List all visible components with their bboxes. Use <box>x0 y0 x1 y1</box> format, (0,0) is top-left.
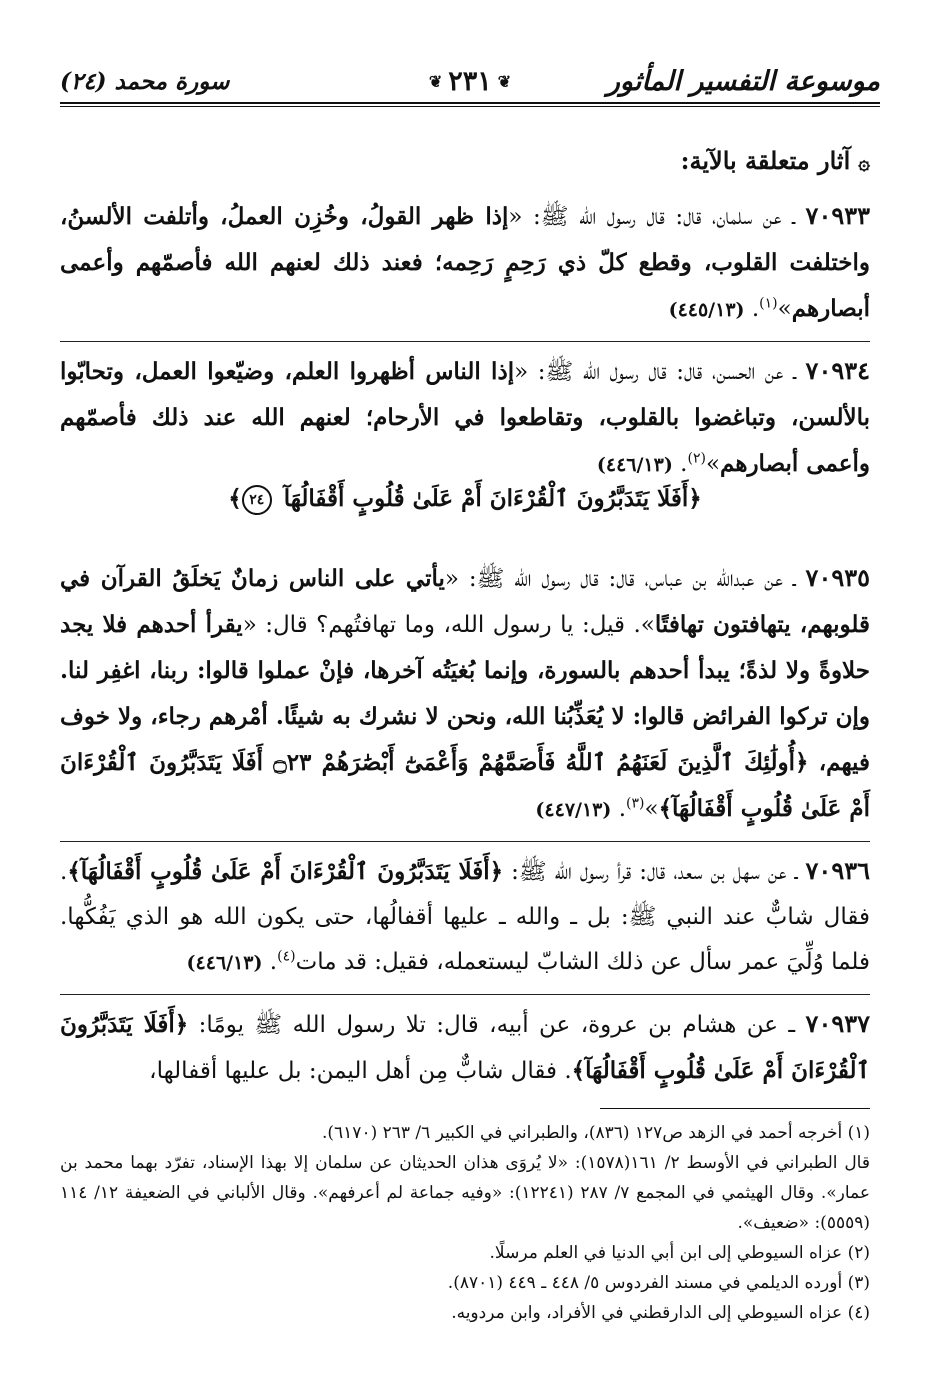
footnote: قال الطبراني في الأوسط ٢/ ١٦١(١٥٧٨): «لا يُروَى هذان الحديثان عن سلمان إلا بهذا الإسناد، تفرّد بهما محمد بن عمار». وقال الهيثمي في المجمع ٧/ ٢٨٧ (١٢٢٤١): «وفيه جماعة لم أعرفهم». وقال الألباني في الضعيفة ١٢/ ١١٤ (٥٥٥٩): «ضعيف». <box>60 1153 870 1233</box>
entry-intro: ـ عن الحسن، قال: قال رسول الله ﷺ: « <box>514 359 806 385</box>
entry-number: ٧٠٩٣٣ <box>805 201 870 230</box>
ayah-text: ﴿أَفَلَا يَتَدَبَّرُونَ ٱلْقُرْءَانَ أَمْ عَلَىٰ قُلُوبٍ أَقْفَالُهَآ <box>283 485 702 512</box>
entry-intro: ـ عن سهل بن سعد، قال: قرأ رسول الله ﷺ: <box>503 859 806 885</box>
ayah-number-marker: ٢٤ <box>242 485 272 515</box>
footnote-marker: (١) <box>759 295 778 312</box>
athar-entry <box>60 994 870 1094</box>
book-title: موسوعة التفسير المأثور <box>606 66 880 97</box>
entry-reference: (٤٤٦/١٣) <box>596 454 673 476</box>
section-heading <box>60 138 870 185</box>
star-ornament-icon: ۞ <box>858 150 870 174</box>
entry-hadith: إذا ظهر القولُ، وخُزِن العملُ، وأتلفت الألسنُ، واختلفت القلوب، وقطع كلّ ذي رَحِمٍ رَحِمه؛ فعند ذلك لعنهم الله فأصمّهم وأعمى أبصارهم <box>60 203 870 322</box>
footnote-marker: (٣) <box>626 795 645 812</box>
section-heading-text: آثار متعلقة بالآية: <box>680 146 851 175</box>
entry-tail: . <box>611 796 627 822</box>
entry-quote-close: » <box>777 296 792 322</box>
athar-entry <box>60 841 870 986</box>
entry-middle: . فقال شابٌّ مِن أهل اليمن: بل عليها أقفالها، <box>149 1058 572 1084</box>
ayah-heading <box>60 485 870 515</box>
entry-middle: ». قيل: يا رسول الله، وما تهافتُهم؟ قال: « <box>242 612 655 638</box>
entry-number: ٧٠٩٣٧ <box>805 1009 870 1038</box>
footnote: (٣) أورده الديلمي في مسند الفردوس ٥/ ٤٤٨ ـ ٤٤٩ (٨٧٠١). <box>447 1273 870 1293</box>
entry-quote-close: » <box>705 451 721 477</box>
athar-entry <box>60 341 870 488</box>
footnote: (٢) عزاه السيوطي إلى ابن أبي الدنيا في العلم مرسلًا. <box>489 1243 870 1263</box>
main-text-lower <box>60 555 870 1102</box>
entry-intro: ـ عن سلمان، قال: قال رسول الله ﷺ: « <box>508 204 806 230</box>
page-number: ٢٣١ <box>448 66 492 97</box>
footnote-marker: (٢) <box>687 450 706 467</box>
ayah-close: ﴾ <box>228 485 242 512</box>
entry-intro: ـ عن عبدالله بن عباس، قال: قال رسول الله ﷺ: « <box>444 566 806 592</box>
running-header <box>60 66 880 106</box>
entry-reference: (٤٤٥/١٣) <box>668 299 745 321</box>
athar-entry <box>60 555 870 833</box>
entry-number: ٧٠٩٣٤ <box>805 356 870 385</box>
surah-title: سورة محمد (٢٤) <box>60 68 230 95</box>
entry-hadith: إذا الناس أظهروا العلم، وضيّعوا العمل، وتحابّوا بالألسن، وتباغضوا بالقلوب، وتقاطعوا في الأرحام؛ لعنهم الله عند ذلك فأصمّهم وأعمى أبصارهم <box>60 358 870 477</box>
entry-intro: ـ عن هشام بن عروة، عن أبيه، قال: تلا رسول الله ﷺ يومًا: <box>188 1012 806 1038</box>
entry-reference: (٤٤٧/١٣) <box>535 799 612 821</box>
page-number-block <box>417 66 523 97</box>
header-rule-thin <box>60 106 880 107</box>
entry-hadith-part1: يأتي على الناس زمانٌ يَخلَقُ القرآن في قلوبهم، يتهافتون تهافتًا <box>60 565 871 638</box>
footnote: (١) أخرجه أحمد في الزهد ص١٢٧ (٨٣٦)، والطبراني في الكبير ٦/ ٢٦٣ (٦١٧٠). <box>322 1123 870 1143</box>
header-rule <box>60 102 880 104</box>
entry-middle: . فقال شابٌّ عند النبي ﷺ: بل ـ والله ـ عليها أقفالُها، حتى يكون الله هو الذي يَفُكُّها. فلما وُلِّيَ عمر سأل عن ذلك الشابّ ليستعمله، فقيل: قد مات <box>60 859 870 975</box>
entry-quote-close: » <box>644 796 659 822</box>
main-text-upper <box>60 138 870 496</box>
footnote-rule <box>600 1108 870 1109</box>
flourish-ornament-left: ❦ <box>428 72 443 91</box>
entry-ayah-quote: ﴿أَفَلَا يَتَدَبَّرُونَ ٱلْقُرْءَانَ أَمْ عَلَىٰ قُلُوبٍ أَقْفَالُهَآ﴾ <box>67 858 504 885</box>
footnote: (٤) عزاه السيوطي إلى الدارقطني في الأفراد، وابن مردويه. <box>451 1303 870 1323</box>
athar-entry <box>60 193 870 333</box>
entry-tail: . <box>744 296 760 322</box>
entry-number: ٧٠٩٣٦ <box>805 856 870 885</box>
entry-tail: . <box>672 451 688 477</box>
footnotes <box>60 1118 870 1328</box>
entry-reference: (٤٤٦/١٣) <box>186 952 263 974</box>
entry-hadith-part2: يقرأ أحدهم فلا يجد حلاوةً ولا لذةً؛ يبدأ أحدهم بالسورة، وإنما بُغيَتُه آخرها، فإنْ عملوا قالوا: ربنا، اغفِر لنا. وإن تركوا الفرائض قالوا: لا يُعَذِّبُنا الله، ونحن لا نشرك به شيئًا. أمْرهم رجاء، ولا خوف فيهم، ﴿أُولَٰئِكَ ٱلَّذِينَ لَعَنَهُمُ ٱللَّهُ فَأَصَمَّهُمْ وَأَعْمَىٰٓ أَبْصَٰرَهُمْ ۝٢٣ أَفَلَا يَتَدَبَّرُونَ ٱلْقُرْءَانَ أَمْ عَلَىٰ قُلُوبٍ أَقْفَالُهَآ﴾ <box>60 611 870 822</box>
footnote-marker: (٤) <box>277 948 296 965</box>
entry-number: ٧٠٩٣٥ <box>805 563 870 592</box>
entry-tail: . <box>262 949 278 975</box>
flourish-ornament-right: ❦ <box>497 72 512 91</box>
entry-ayah-quote: ﴿أَفَلَا يَتَدَبَّرُونَ ٱلْقُرْءَانَ أَمْ عَلَىٰ قُلُوبٍ أَقْفَالُهَآ﴾ <box>60 1011 870 1084</box>
